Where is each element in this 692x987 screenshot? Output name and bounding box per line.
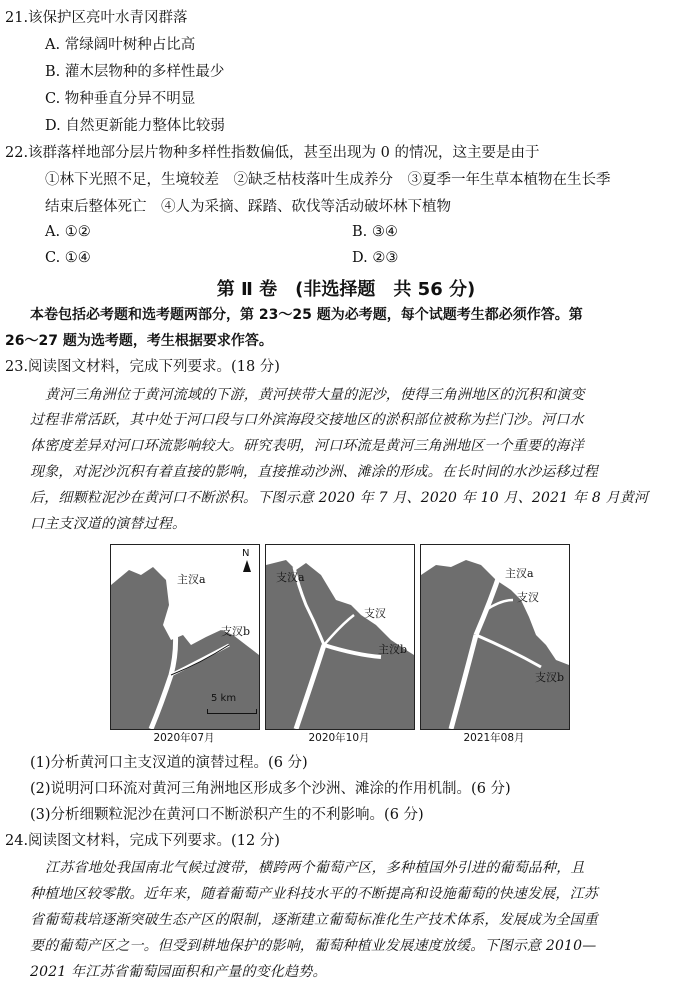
q24-material-line4: 要的葡萄产区之一。但受到耕地保护的影响，葡萄种植业发展速度放缓。下图示意 2010— [30,938,597,954]
q23-material-line3: 体密度差异对河口环流影响较大。研究表明，河口环流是黄河三角洲地区一个重要的海洋 [30,438,584,454]
label-branch-b: 支汊b [535,671,565,684]
q23-material-line1: 黄河三角洲位于黄河流域的下游，黄河挟带大量的泥沙，使得三角洲地区的沉积和演变 [45,387,585,403]
q24-material-line1: 江苏省地处我国南北气候过渡带，横跨两个葡萄产区，多种植国外引进的葡萄品种，且 [45,860,585,876]
scale-bar [207,709,257,714]
label-branch-mid: 支汊 [517,591,539,604]
label-main-a: 主汊a [505,567,534,580]
label-branch-mid: 支汊 [364,607,386,620]
label-branch-b: 支汊b [221,625,251,638]
scale-label: 5 km [211,693,237,704]
q22-option-d[interactable]: D. ②③ [352,250,399,266]
q22-statements-line1: ①林下光照不足，生境较差 ②缺乏枯枝落叶生成养分 ③夏季一年生草本植物在生长季 [45,172,611,188]
label-branch-a: 支汊a [276,571,305,584]
q23-sub-2: (2)说明河口环流对黄河三角洲地区形成多个沙洲、滩涂的作用机制。(6 分) [30,781,511,797]
q23-material-line5: 后，细颗粒泥沙在黄河口不断淤积。下图示意 2020 年 7 月、2020 年 10 月、2021 年 8 月黄河 [30,490,649,506]
q22-option-a[interactable]: A. ①② [45,224,91,240]
q21-option-b[interactable]: B. 灌木层物种的多样性最少 [45,64,225,80]
label-main-a: 主汊a [177,573,206,586]
q23-stem: 23.阅读图文材料，完成下列要求。(18 分) [5,359,280,375]
q22-option-b[interactable]: B. ③④ [352,224,398,240]
q22-statements-line2: 结束后整体死亡 ④人为采摘、踩踏、砍伐等活动破坏林下植物 [45,199,451,215]
q21-option-d[interactable]: D. 自然更新能力整体比较弱 [45,118,225,134]
q24-material-line2: 种植地区较零散。近年来，随着葡萄产业科技水平的不断提高和设施葡萄的快速发展，江苏 [30,886,598,902]
caption-2020-10: 2020年10月 [308,732,370,744]
q21-option-a[interactable]: A. 常绿阔叶树种占比高 [45,37,196,53]
estuary-figure [110,540,580,750]
map-panel-2021-08 [420,544,570,730]
map-panel-2020-07 [110,544,260,730]
q21-stem: 21.该保护区亮叶水青冈群落 [5,10,188,26]
north-arrow-icon [243,560,251,572]
q23-sub-1: (1)分析黄河口主支汊道的演替过程。(6 分) [30,755,308,771]
q24-stem: 24.阅读图文材料，完成下列要求。(12 分) [5,833,280,849]
q24-material-line5: 2021 年江苏省葡萄园面积和产量的变化趋势。 [30,964,327,980]
q23-material-line2: 过程非常活跃，其中处于河口段与口外滨海段交接地区的淤积部位被称为拦门沙。河口水 [30,412,584,428]
section-note-line2: 26～27 题为选考题，考生根据要求作答。 [5,333,273,349]
land-mass [111,567,259,729]
map-panel-2020-10 [265,544,415,730]
map-2021-08-svg [421,545,569,729]
caption-2021-08: 2021年08月 [463,732,525,744]
q22-stem: 22.该群落样地部分层片物种多样性指数偏低，甚至出现为 0 的情况，这主要是由于 [5,145,540,161]
section-note-line1: 本卷包括必考题和选考题两部分，第 23～25 题为必考题，每个试题考生都必须作答。第 [30,307,583,323]
q24-material-line3: 省葡萄栽培逐渐突破生态产区的限制，逐渐建立葡萄标准化生产技术体系，发展成为全国重 [30,912,598,928]
section-title: 第 Ⅱ 卷 (非选择题 共 56 分) [216,279,476,300]
caption-2020-07: 2020年07月 [153,732,215,744]
q22-option-c[interactable]: C. ①④ [45,250,91,266]
q21-option-c[interactable]: C. 物种垂直分异不明显 [45,91,196,107]
q23-sub-3: (3)分析细颗粒泥沙在黄河口不断淤积产生的不利影响。(6 分) [30,807,424,823]
q23-material-line4: 现象，对泥沙沉积有着直接的影响，直接推动沙洲、滩涂的形成。在长时间的水沙运移过程 [30,464,598,480]
north-arrow-label: N [242,548,250,559]
q23-material-line6: 口主支汊道的演替过程。 [30,516,187,532]
label-main-b: 主汊b [378,643,408,656]
